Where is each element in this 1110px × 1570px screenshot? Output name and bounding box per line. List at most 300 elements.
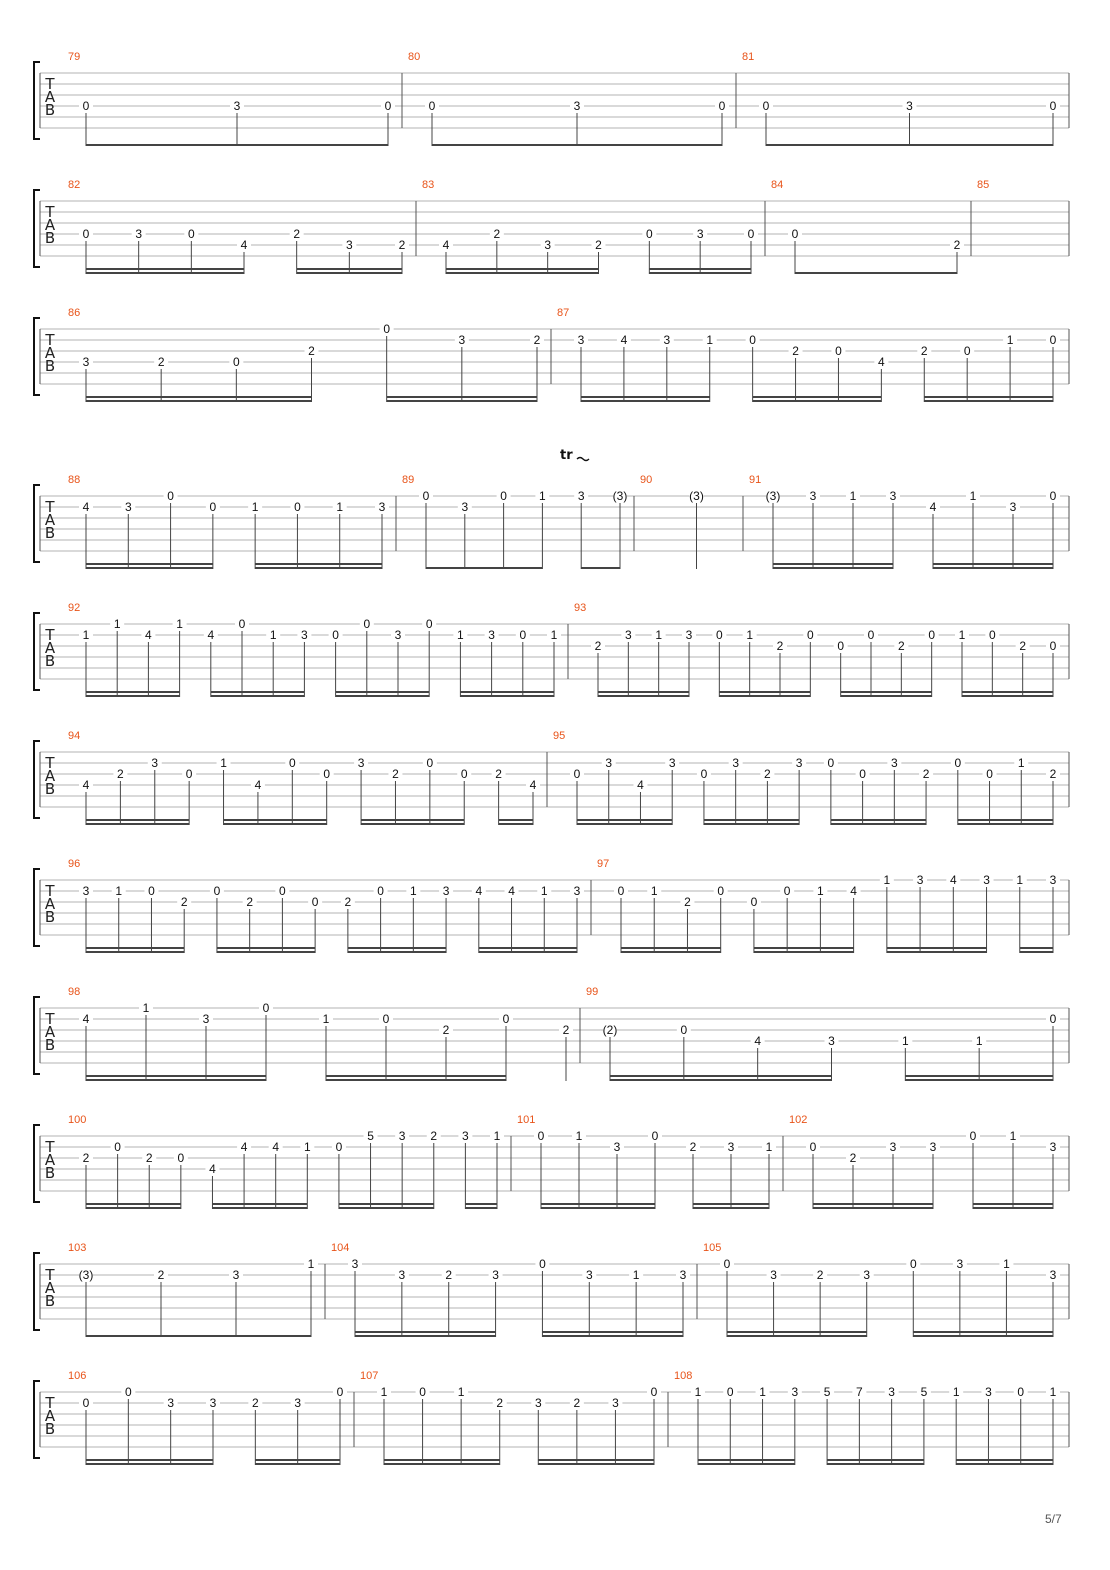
fret-number: 0 <box>294 500 301 514</box>
beam <box>86 823 189 825</box>
fret-number: 4 <box>929 500 937 514</box>
measure-number: 87 <box>557 307 570 319</box>
fret-number: 0 <box>909 1257 917 1271</box>
measure-number: 108 <box>674 1370 693 1382</box>
beam <box>446 272 599 274</box>
tab-clef-letter: B <box>44 652 56 670</box>
tab-system <box>34 307 1069 402</box>
measure-number: 100 <box>68 1114 87 1126</box>
beam <box>727 1331 867 1333</box>
fret-number: 0 <box>859 767 866 781</box>
beam <box>704 819 799 821</box>
fret-number: 1 <box>575 1129 583 1143</box>
fret-number: 4 <box>82 1012 90 1026</box>
fret-number: 3 <box>916 873 924 887</box>
fret-number: 1 <box>655 628 663 642</box>
fret-number: 2 <box>897 639 905 653</box>
measure-number: 94 <box>68 730 81 742</box>
beam <box>958 819 1053 821</box>
measure <box>331 1242 690 1337</box>
fret-number: 4 <box>145 628 152 642</box>
fret-number: 3 <box>668 756 676 770</box>
measure <box>703 1242 1060 1337</box>
trill-marking <box>560 448 589 463</box>
fret-number: 0 <box>762 99 770 113</box>
measure-number: 79 <box>68 51 81 63</box>
fret-number: 0 <box>747 227 755 241</box>
fret-number: 1 <box>1009 1129 1017 1143</box>
beam <box>973 1203 1053 1205</box>
beam <box>460 695 554 697</box>
fret-number: 0 <box>422 489 430 503</box>
fret-number: 3 <box>398 1129 406 1143</box>
beam <box>217 951 315 953</box>
measure-number: 103 <box>68 1242 87 1254</box>
fret-number: 3 <box>612 1396 619 1410</box>
fret-number: 3 <box>233 99 241 113</box>
measure <box>360 1370 661 1465</box>
beam <box>339 1203 434 1205</box>
fret-number: 0 <box>867 628 875 642</box>
beam <box>962 695 1053 697</box>
fret-number: 0 <box>262 1001 270 1015</box>
fret-number: 4 <box>82 778 90 792</box>
fret-number: 1 <box>650 884 658 898</box>
tab-clef-letter: B <box>44 780 56 798</box>
fret-number: 2 <box>1049 767 1057 781</box>
fret-number: 3 <box>863 1268 871 1282</box>
fret-number: (2) <box>602 1023 618 1037</box>
fret-number: 0 <box>114 1140 121 1154</box>
fret-number: 3 <box>985 1385 992 1399</box>
fret-number: 3 <box>82 884 90 898</box>
fret-number: 1 <box>307 1257 315 1271</box>
beam <box>499 823 533 825</box>
fret-number: 0 <box>749 333 756 347</box>
fret-number: 0 <box>1049 333 1057 347</box>
fret-number: 3 <box>663 333 671 347</box>
fret-number: 1 <box>759 1385 766 1399</box>
measure-number: 80 <box>408 51 421 63</box>
measure-number: 84 <box>771 179 784 191</box>
fret-number: 3 <box>577 489 585 503</box>
fret-number: 0 <box>791 227 799 241</box>
beam <box>905 1079 1053 1081</box>
tab-system <box>34 1242 1069 1337</box>
beam <box>465 1207 497 1209</box>
fret-number: 0 <box>500 489 507 503</box>
tab-clef-letter: A <box>44 895 56 913</box>
fret-number: 3 <box>492 1268 499 1282</box>
fret-number: 0 <box>426 756 434 770</box>
measure <box>68 986 573 1081</box>
beam <box>924 396 1053 398</box>
beam <box>432 144 722 146</box>
fret-number: 3 <box>727 1140 735 1154</box>
tab-clef-letter: B <box>44 908 56 926</box>
fret-number: 3 <box>534 1396 542 1410</box>
fret-number: 1 <box>1016 873 1024 887</box>
fret-number: 1 <box>1003 1257 1010 1271</box>
beam <box>693 1203 769 1205</box>
fret-number: 1 <box>322 1012 330 1026</box>
beam <box>86 567 213 569</box>
fret-number: 0 <box>928 628 936 642</box>
fret-number: 0 <box>335 1140 343 1154</box>
fret-number: 0 <box>213 884 221 898</box>
fret-number: 3 <box>573 99 581 113</box>
beam <box>86 695 180 697</box>
fret-number: 0 <box>837 639 845 653</box>
beam <box>933 567 1053 569</box>
fret-number: 3 <box>488 628 495 642</box>
measure-number: 82 <box>68 179 81 191</box>
fret-number: 1 <box>457 1385 465 1399</box>
tab-clef-letter: T <box>45 882 55 900</box>
beam <box>704 823 799 825</box>
measure <box>402 474 627 569</box>
fret-number: 2 <box>764 767 771 781</box>
fret-number: 0 <box>428 99 436 113</box>
beam <box>86 396 312 398</box>
fret-number: 3 <box>890 756 898 770</box>
fret-number: 0 <box>1049 489 1057 503</box>
tab-clef-letter: A <box>44 88 56 106</box>
fret-number: 0 <box>1049 639 1057 653</box>
fret-number: 1 <box>1017 756 1025 770</box>
beam <box>446 268 599 270</box>
fret-number: 3 <box>394 628 402 642</box>
fret-number: 1 <box>457 628 464 642</box>
tab-clef-letter: T <box>45 203 55 221</box>
fret-number: 2 <box>82 1151 90 1165</box>
fret-number: 0 <box>311 895 319 909</box>
beam <box>336 695 430 697</box>
tab-clef-letter: A <box>44 1407 56 1425</box>
beam <box>958 823 1053 825</box>
measure-number: 101 <box>517 1114 536 1126</box>
fret-number: 3 <box>791 1385 799 1399</box>
measure-number: 97 <box>597 858 610 870</box>
fret-number: 0 <box>185 767 193 781</box>
fret-number: 0 <box>377 884 384 898</box>
beam <box>86 144 388 146</box>
beam <box>211 691 305 693</box>
beam <box>598 695 689 697</box>
fret-number: 1 <box>746 628 754 642</box>
fret-number: 2 <box>573 1396 581 1410</box>
fret-number: 1 <box>539 489 546 503</box>
fret-number: 2 <box>689 1140 697 1154</box>
tab-clef-letter: A <box>44 511 56 529</box>
fret-number: 3 <box>828 1034 835 1048</box>
system-bracket <box>34 613 40 690</box>
fret-number: 0 <box>82 227 90 241</box>
tab-clef-letter: T <box>45 498 55 516</box>
tab-clef-letter: B <box>44 1420 56 1438</box>
beam <box>297 268 402 270</box>
fret-number: 3 <box>294 1396 302 1410</box>
beam <box>577 819 672 821</box>
fret-number: 2 <box>308 344 315 358</box>
beam <box>719 695 810 697</box>
tab-clef-letter: A <box>44 639 56 657</box>
beam <box>86 951 184 953</box>
fret-number: 2 <box>684 895 691 909</box>
beam <box>1020 947 1053 949</box>
fret-number: 1 <box>694 1385 702 1399</box>
measure <box>553 730 1060 825</box>
fret-number: 2 <box>496 1396 504 1410</box>
fret-number: 1 <box>303 1140 311 1154</box>
fret-number: 2 <box>495 767 502 781</box>
tab-clef-letter: B <box>44 524 56 542</box>
fret-number: 3 <box>577 333 585 347</box>
fret-number: 0 <box>750 895 758 909</box>
fret-number: 3 <box>357 756 365 770</box>
fret-number: 3 <box>613 1140 621 1154</box>
measure <box>68 730 540 825</box>
fret-number: 2 <box>180 895 188 909</box>
fret-number: 1 <box>632 1268 640 1282</box>
tab-clef-letter: T <box>45 75 55 93</box>
beam <box>610 1075 832 1077</box>
beam <box>581 396 710 398</box>
measure-number: 95 <box>553 730 566 742</box>
beam <box>727 1335 867 1337</box>
beam <box>831 819 926 821</box>
fret-number: 1 <box>883 873 891 887</box>
system-bracket <box>34 869 40 946</box>
fret-number: 0 <box>148 884 155 898</box>
fret-number: 3 <box>398 1268 406 1282</box>
fret-number: 0 <box>419 1385 426 1399</box>
fret-number: 0 <box>969 1129 977 1143</box>
fret-number: 2 <box>1019 639 1027 653</box>
fret-number: 2 <box>246 895 254 909</box>
system-bracket <box>34 62 40 139</box>
fret-number: 4 <box>209 1162 216 1176</box>
fret-number: 2 <box>920 344 928 358</box>
fret-number: 7 <box>856 1385 863 1399</box>
fret-number: 3 <box>732 756 740 770</box>
fret-number: 0 <box>715 628 723 642</box>
fret-number: 2 <box>792 344 799 358</box>
fret-number: 2 <box>430 1129 438 1143</box>
fret-number: 3 <box>605 756 613 770</box>
fret-number: 3 <box>135 227 143 241</box>
fret-number: 5 <box>367 1129 374 1143</box>
fret-number: 3 <box>151 756 159 770</box>
beam <box>541 1203 655 1205</box>
tab-clef-letter: B <box>44 101 56 119</box>
beam <box>355 1331 496 1333</box>
fret-number: 0 <box>519 628 527 642</box>
measure <box>977 179 989 191</box>
fret-number: 2 <box>251 1396 259 1410</box>
tab-clef-letter: B <box>44 229 56 247</box>
measure <box>68 858 584 953</box>
fret-number: 1 <box>336 500 344 514</box>
beam <box>841 695 932 697</box>
tab-clef-letter: T <box>45 626 55 644</box>
measure <box>517 1114 776 1209</box>
beam <box>913 1335 1053 1337</box>
fret-number: 2 <box>293 227 301 241</box>
tab-system <box>34 474 1069 569</box>
fret-number: 3 <box>461 500 469 514</box>
fret-number: 0 <box>827 756 835 770</box>
fret-number: 4 <box>850 884 857 898</box>
fret-number: 0 <box>718 99 726 113</box>
fret-number: 0 <box>717 884 725 898</box>
measure <box>422 179 758 274</box>
measure <box>597 858 1060 953</box>
fret-number: 0 <box>806 628 814 642</box>
fret-number: 4 <box>637 778 644 792</box>
fret-number: 3 <box>345 238 353 252</box>
fret-number: 3 <box>1049 873 1057 887</box>
tab-clef-letter: T <box>45 1138 55 1156</box>
fret-number: 2 <box>922 767 930 781</box>
beam <box>384 1463 500 1465</box>
tab-system <box>34 1370 1069 1465</box>
beam <box>581 400 710 402</box>
fret-number: 4 <box>529 778 537 792</box>
fret-number: 3 <box>1009 500 1017 514</box>
fret-number: 4 <box>254 778 262 792</box>
fret-number: 1 <box>220 756 227 770</box>
tab-clef-letter: T <box>45 754 55 772</box>
measure-number: 104 <box>331 1242 350 1254</box>
fret-number: 3 <box>685 628 693 642</box>
fret-number: 3 <box>462 1129 469 1143</box>
fret-number: 0 <box>460 767 468 781</box>
fret-number: 1 <box>969 489 977 503</box>
measure-number: 90 <box>640 474 653 486</box>
fret-number: 0 <box>617 884 625 898</box>
fret-number: 3 <box>544 238 552 252</box>
beam <box>956 1459 1053 1461</box>
beam <box>255 567 382 569</box>
beam <box>255 563 382 565</box>
beam <box>384 1459 500 1461</box>
tab-system <box>34 179 1069 274</box>
beam <box>887 951 987 953</box>
fret-number: 0 <box>537 1129 545 1143</box>
fret-number: 0 <box>726 1385 734 1399</box>
fret-number: 1 <box>817 884 824 898</box>
fret-number: 0 <box>232 355 240 369</box>
fret-number: 1 <box>1006 333 1014 347</box>
measure <box>68 1242 318 1337</box>
beam <box>924 400 1053 402</box>
measure <box>789 1114 1060 1209</box>
fret-number: 1 <box>176 617 183 631</box>
fret-number: 0 <box>323 767 331 781</box>
beam <box>621 951 721 953</box>
beam <box>212 1203 307 1205</box>
beam <box>766 144 1053 146</box>
beam <box>621 947 721 949</box>
measure <box>68 1114 504 1209</box>
fret-number: 0 <box>835 344 842 358</box>
fret-number: 3 <box>442 884 450 898</box>
fret-number: 0 <box>382 1012 390 1026</box>
measure-number: 86 <box>68 307 81 319</box>
fret-number: 2 <box>145 1151 153 1165</box>
beam <box>86 1335 311 1337</box>
tab-clef-letter: T <box>45 1394 55 1412</box>
fret-number: 2 <box>594 639 602 653</box>
fret-number: 1 <box>115 884 123 898</box>
beam <box>387 396 537 398</box>
fret-number: 3 <box>696 227 704 241</box>
fret-number: 2 <box>776 639 784 653</box>
system-bracket <box>34 1125 40 1202</box>
beam <box>86 1075 266 1077</box>
beam <box>86 691 180 693</box>
beam <box>499 819 533 821</box>
fret-number: 2 <box>562 1023 570 1037</box>
fret-number: 3 <box>82 355 90 369</box>
beam <box>361 819 464 821</box>
beam <box>542 1331 683 1333</box>
fret-number: 2 <box>595 238 602 252</box>
beam <box>577 823 672 825</box>
fret-number: 3 <box>202 1012 210 1026</box>
measure <box>771 179 964 274</box>
fret-number: 1 <box>113 617 121 631</box>
beam <box>693 1207 769 1209</box>
beam <box>973 1207 1053 1209</box>
tab-system <box>34 730 1069 825</box>
beam <box>479 947 577 949</box>
fret-number: 0 <box>986 767 993 781</box>
beam <box>86 268 244 270</box>
beam <box>224 819 327 821</box>
fret-number: 4 <box>240 1140 248 1154</box>
beam <box>538 1463 654 1465</box>
fret-number: 0 <box>336 1385 344 1399</box>
beam <box>339 1207 434 1209</box>
measure <box>674 1370 1060 1465</box>
beam <box>649 272 751 274</box>
fret-number: 0 <box>187 227 195 241</box>
measure <box>749 474 1060 569</box>
fret-number: 0 <box>425 617 433 631</box>
fret-number: 3 <box>458 333 466 347</box>
measure-number: 88 <box>68 474 81 486</box>
beam <box>956 1463 1053 1465</box>
fret-number: 1 <box>142 1001 150 1015</box>
measure-number: 93 <box>574 602 587 614</box>
system-bracket <box>34 1253 40 1330</box>
fret-number: 3 <box>585 1268 593 1282</box>
beam <box>361 823 464 825</box>
tab-clef-letter: B <box>44 1292 56 1310</box>
fret-number: 0 <box>238 617 246 631</box>
fret-number: 0 <box>723 1257 731 1271</box>
measure-number: 102 <box>789 1114 808 1126</box>
beam <box>326 1075 506 1077</box>
measure <box>408 51 729 146</box>
beam <box>541 1207 655 1209</box>
fret-number: 0 <box>809 1140 817 1154</box>
fret-number: 3 <box>378 500 386 514</box>
fret-number: 4 <box>878 355 885 369</box>
fret-number: 0 <box>680 1023 688 1037</box>
